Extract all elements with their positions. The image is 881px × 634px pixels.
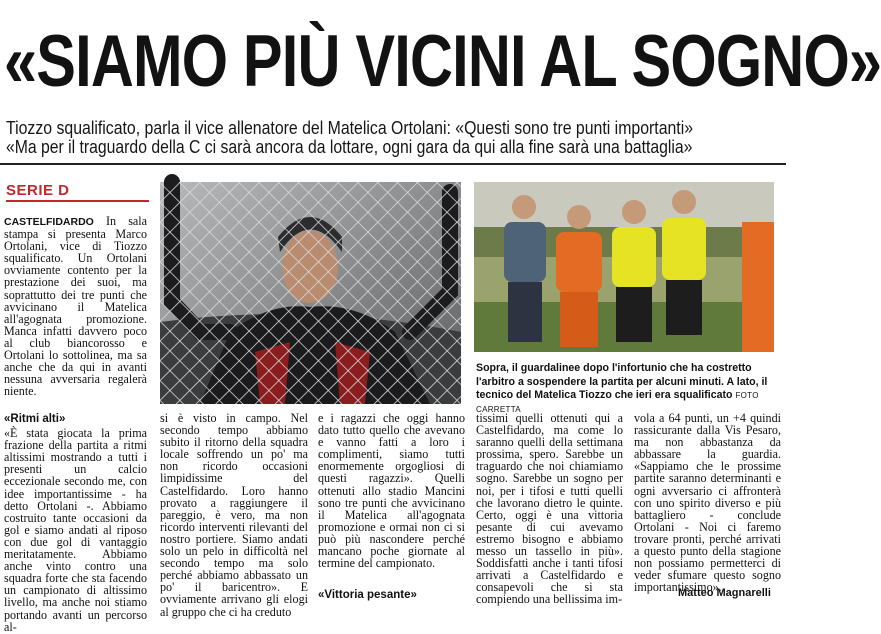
coach-photo-illustration (160, 182, 461, 404)
article-column-2 (160, 412, 308, 618)
column-4-text: tissimi quelli ottenuti qui a Castelfidardo, ma come lo saranno quelli della settimana prossima, spero. Sarebbe un traguardo che noi chiamiamo sogno. Sarebbe un sogno per noi, per i tifosi e tutti quelli che lavorano dietro le quinte. Certo, oggi è una vittoria pesante di cui avevamo estremo bisogno e abbiamo messo un tassello in più». Soddisfatti anche i tanti tifosi arrivati a Castelfidardo e consapevoli che si sta compiendo una bellissima im- (476, 411, 623, 607)
photo-credit: FOTO CARRETTA (476, 391, 759, 414)
section-underline (6, 200, 149, 202)
dateline: CASTELFIDARDO (4, 216, 94, 228)
subhead-vittoria-pesante: «Vittoria pesante» (318, 589, 417, 602)
article-column-3 (318, 412, 465, 603)
byline: Matteo Magnarelli (678, 587, 771, 599)
linesman-photo-illustration (474, 182, 774, 352)
column-3-text: e i ragazzi che oggi hanno dato tutto quello che avevano e vanno fatti a loro i complimenti, siamo tutti enormemente orgogliosi di questi ragazzi». Quelli ottenuti allo stadio Mancini sono tre punti che avvicinano il Matelica all'agognata promozione e ormai non ci si può più nascondere perché mancano poche giornate al termine del campionato. (318, 411, 465, 571)
header-rule (0, 163, 786, 165)
subheadline-2: «Ma per il traguardo della C ci sarà ancora da lottare, ogni gara da qui alla fine sarà una battaglia» (6, 137, 693, 157)
photo-coach-behind-fence (160, 182, 461, 404)
article-column-1 (4, 411, 147, 633)
lead-column (4, 215, 147, 397)
section-label: SERIE D (6, 182, 70, 199)
photo-caption (476, 362, 776, 416)
subheadline-1: Tiozzo squalificato, parla il vice allenatore del Matelica Ortolani: «Questi sono tre punti importanti» (6, 118, 694, 138)
article-column-5 (634, 412, 781, 593)
lead-paragraph (4, 215, 147, 397)
article-column-4 (476, 412, 623, 606)
column-5-text: vola a 64 punti, un +4 quindi rassicurante dalla Vis Pesaro, ma non abbastanza da abbassare la guardia. «Sappiamo che le prossime partite saranno determinanti e ogni avversario ci affronterà con uno spirito diverso e più battagliero - conclude Ortolani - Noi ci faremo trovare pronti, perché arrivati a questo punto della stagione non possiamo permetterci di veder sfumare questo sogno importantissimo». (634, 411, 781, 595)
subhead-ritmi-alti: «Ritmi alti» (4, 413, 66, 425)
photo-injured-linesman (474, 182, 774, 352)
column-2-text: si è visto in campo. Nel secondo tempo abbiamo subito il ritorno della squadra locale soffrendo un po' ma non ricordo occasioni limpidissime del Castelfidardo. Loro hanno provato a raggiungere il pareggio, è vero, ma non ricordo interventi rilevanti del nostro portiere. Siamo andati solo un pelo in difficoltà nel secondo tempo ma solo perché abbiamo abbassato un po' il baricentro». E ovviamente arrivano gli elogi al gruppo che ci ha creduto (160, 411, 308, 619)
caption-text: Sopra, il guardalinee dopo l'infortunio che ha costretto l'arbitro a sospendere la partita per alcuni minuti. A lato, il tecnico del Matelica Tiozzo che ieri era squalificato (476, 362, 768, 401)
headline: «SIAMO PIÙ VICINI AL SOGNO» (4, 21, 881, 102)
column-1-text: «È stata giocata la prima frazione della partita a ritmi altissimi mostrando a tutti i presenti un calcio eccezionale secondo me, con idee importantissime - ha detto Ortolani -. Abbiamo costruito tante occasioni da gol e siamo andati al riposo con due gol di vantaggio meritatamente. Abbiamo anche vinto contro una squadra forte che sta facendo un campionato di altissimo livello, ma anche noi stiamo portando avanti un percorso al- (4, 426, 147, 634)
lead-text: In sala stampa si presenta Marco Ortolani, vice di Tiozzo squalificato. Un Ortolani ovviamente contento per la prestazione dei suoi, ma soprattutto dei tre punti che avvicinano il Matelica all'agognata promozione. Manca infatti davvero poco al club biancorosso e Ortolani lo sottolinea, ma sa anche che da qui in avanti nessuna avversaria regalerà niente. (4, 214, 147, 399)
